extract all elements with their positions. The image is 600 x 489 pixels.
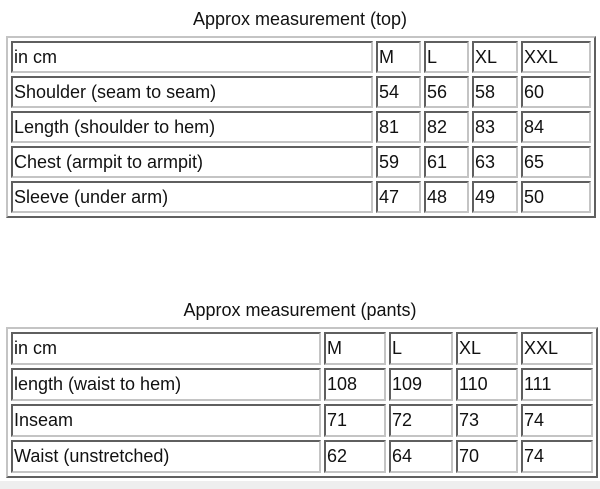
value-cell: 62 bbox=[324, 440, 386, 473]
row-label-cell: Sleeve (under arm) bbox=[11, 181, 373, 213]
row-label-cell: length (waist to hem) bbox=[11, 368, 321, 401]
pants-table-caption: Approx measurement (pants) bbox=[183, 300, 417, 320]
value-cell: 81 bbox=[376, 111, 421, 143]
value-cell: 111 bbox=[521, 368, 593, 401]
value-cell: 60 bbox=[521, 76, 591, 108]
value-cell: 50 bbox=[521, 181, 591, 213]
value-cell: 59 bbox=[376, 146, 421, 178]
value-cell: 61 bbox=[424, 146, 469, 178]
row-label-cell: Shoulder (seam to seam) bbox=[11, 76, 373, 108]
value-cell: 47 bbox=[376, 181, 421, 213]
table-row bbox=[11, 146, 591, 178]
table-row bbox=[11, 76, 591, 108]
value-cell: 48 bbox=[424, 181, 469, 213]
value-cell: 84 bbox=[521, 111, 591, 143]
header-cell: L bbox=[424, 41, 469, 73]
page-bottom-bar bbox=[0, 481, 600, 489]
row-label-cell: Inseam bbox=[11, 404, 321, 437]
top-measurement-table bbox=[6, 36, 596, 218]
value-cell: 108 bbox=[324, 368, 386, 401]
table-header-row bbox=[11, 41, 591, 73]
value-cell: 63 bbox=[472, 146, 518, 178]
value-cell: 56 bbox=[424, 76, 469, 108]
table-row bbox=[11, 181, 591, 213]
table-row bbox=[11, 368, 593, 401]
header-cell: L bbox=[389, 332, 453, 365]
value-cell: 109 bbox=[389, 368, 453, 401]
header-cell: XXL bbox=[521, 332, 593, 365]
value-cell: 71 bbox=[324, 404, 386, 437]
table-header-row bbox=[11, 332, 593, 365]
value-cell: 70 bbox=[456, 440, 518, 473]
header-cell: XL bbox=[472, 41, 518, 73]
value-cell: 64 bbox=[389, 440, 453, 473]
table-row bbox=[11, 404, 593, 437]
table-row bbox=[11, 440, 593, 473]
header-cell: XL bbox=[456, 332, 518, 365]
value-cell: 74 bbox=[521, 440, 593, 473]
header-cell: M bbox=[376, 41, 421, 73]
value-cell: 72 bbox=[389, 404, 453, 437]
value-cell: 65 bbox=[521, 146, 591, 178]
header-cell: in cm bbox=[11, 332, 321, 365]
header-cell: in cm bbox=[11, 41, 373, 73]
top-table-caption: Approx measurement (top) bbox=[192, 9, 408, 29]
value-cell: 73 bbox=[456, 404, 518, 437]
row-label-cell: Length (shoulder to hem) bbox=[11, 111, 373, 143]
value-cell: 58 bbox=[472, 76, 518, 108]
value-cell: 74 bbox=[521, 404, 593, 437]
value-cell: 82 bbox=[424, 111, 469, 143]
value-cell: 49 bbox=[472, 181, 518, 213]
value-cell: 83 bbox=[472, 111, 518, 143]
row-label-cell: Chest (armpit to armpit) bbox=[11, 146, 373, 178]
row-label-cell: Waist (unstretched) bbox=[11, 440, 321, 473]
pants-measurement-table bbox=[6, 327, 598, 478]
header-cell: XXL bbox=[521, 41, 591, 73]
table-row bbox=[11, 111, 591, 143]
header-cell: M bbox=[324, 332, 386, 365]
value-cell: 54 bbox=[376, 76, 421, 108]
value-cell: 110 bbox=[456, 368, 518, 401]
